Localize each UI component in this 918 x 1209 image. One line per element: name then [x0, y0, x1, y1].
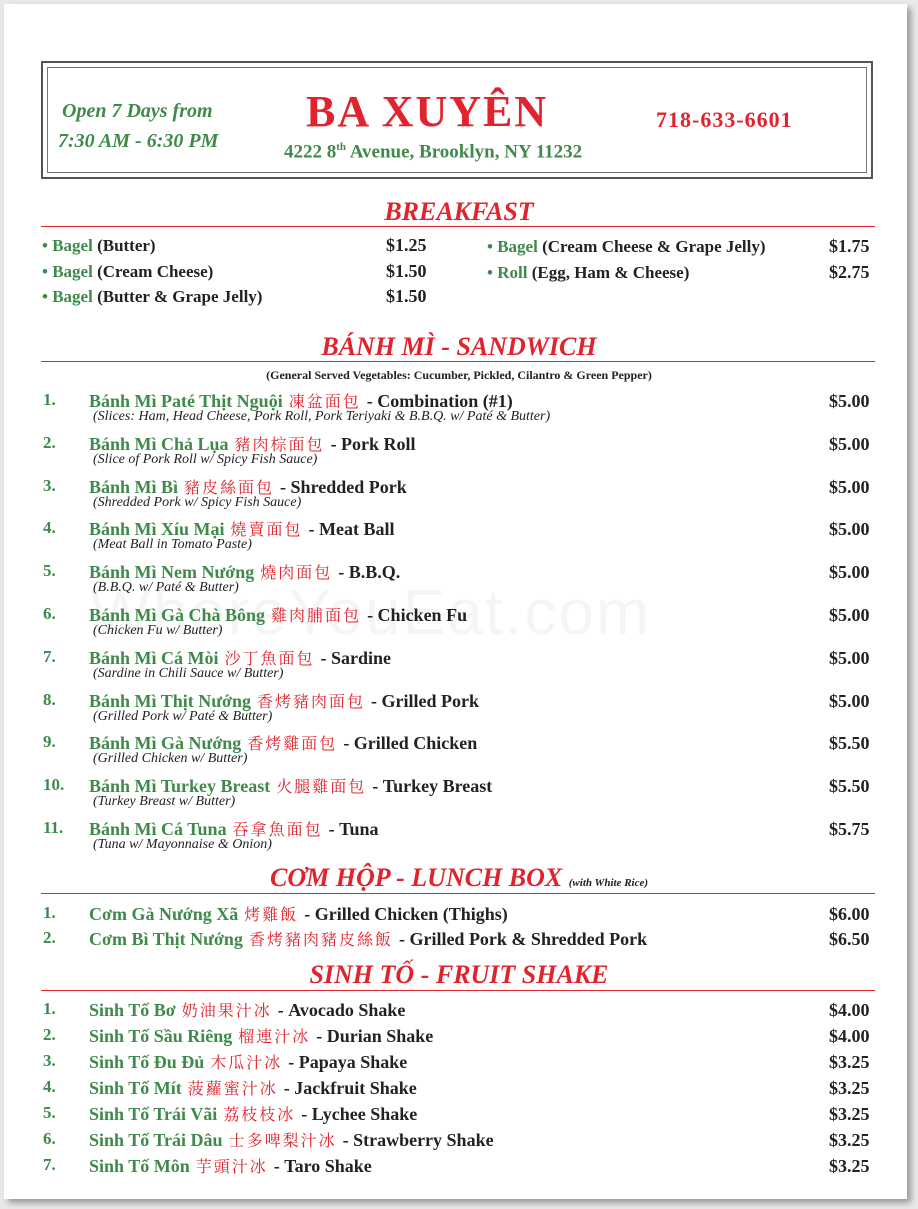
item-chinese-name: 豬皮絲面包: [184, 477, 275, 497]
menu-item: [89, 1050, 407, 1073]
item-detail: (Butter): [92, 236, 156, 255]
item-description: (B.B.Q. w/ Paté & Butter): [93, 580, 239, 596]
item-chinese-name: 榴連汁冰: [238, 1027, 311, 1046]
item-english-name: - Combination (#1): [366, 391, 513, 411]
item-vietnamese-name: Cơm Bì Thịt Nướng: [89, 929, 243, 949]
item-vietnamese-name: Sinh Tố Đu Đủ: [89, 1052, 205, 1072]
item-english-name: - Jackfruit Shake: [283, 1078, 417, 1098]
item-chinese-name: 沙丁魚面包: [224, 648, 315, 668]
breakfast-rule: [41, 226, 875, 227]
item-chinese-name: 凍盆面包: [288, 392, 361, 411]
item-price: $3.25: [829, 1052, 870, 1072]
item-number: 6.: [43, 1129, 56, 1148]
item-number: 3.: [43, 1051, 56, 1070]
menu-item: [89, 1128, 494, 1151]
item-vietnamese-name: Sinh Tố Mít: [89, 1078, 182, 1098]
item-vietnamese-name: Sinh Tố Môn: [89, 1156, 190, 1176]
item-price: $5.75: [829, 819, 870, 839]
item-number: 5.: [43, 1103, 56, 1122]
item-price: $1.50: [386, 286, 427, 306]
bullet: •: [42, 236, 53, 255]
item-price: $3.25: [829, 1156, 870, 1176]
item-english-name: - Grilled Chicken: [343, 733, 478, 754]
item-description: (Sardine in Chili Sauce w/ Butter): [93, 665, 284, 681]
item-vietnamese-name: Sinh Tố Trái Dâu: [89, 1130, 223, 1150]
item-chinese-name: 燒賣面包: [230, 520, 303, 540]
item-price: $5.00: [829, 433, 870, 454]
breakfast-item: [42, 262, 213, 282]
item-number: 10.: [43, 775, 65, 795]
item-chinese-name: 芋頭汁冰: [195, 1157, 268, 1176]
item-price: $5.00: [829, 605, 870, 625]
menu-item: [89, 1154, 372, 1177]
item-name: Bagel: [497, 237, 538, 256]
hours-line-2: 7:30 AM - 6:30 PM: [58, 130, 219, 152]
item-price: $5.00: [829, 476, 870, 497]
item-number: 2.: [43, 928, 56, 947]
item-chinese-name: 豬肉棕面包: [234, 434, 325, 454]
item-name: Bagel: [52, 236, 93, 255]
item-english-name: - Papaya Shake: [288, 1052, 408, 1072]
item-price: $5.00: [829, 562, 870, 583]
item-english-name: - B.B.Q.: [338, 562, 401, 583]
item-english-name: - Lychee Shake: [301, 1104, 418, 1124]
item-vietnamese-name: Bánh Mì Turkey Breast: [89, 776, 271, 797]
item-price: $1.50: [386, 260, 427, 281]
item-number: 11.: [43, 818, 64, 837]
item-vietnamese-name: Bánh Mì Bì: [89, 476, 179, 497]
bullet: •: [487, 262, 498, 282]
item-chinese-name: 雞肉脯面包: [271, 606, 362, 625]
item-vietnamese-name: Bánh Mì Gà Nướng: [89, 733, 242, 754]
item-price: $1.75: [829, 236, 870, 256]
item-price: $3.25: [829, 1104, 870, 1124]
opening-hours: [58, 96, 219, 156]
item-price: $3.25: [829, 1078, 870, 1098]
menu-item: [89, 1102, 417, 1125]
item-chinese-name: 菠蘿蜜汁冰: [187, 1079, 278, 1098]
item-chinese-name: 奶油果汁冰: [181, 1001, 272, 1020]
item-number: 2.: [43, 1025, 56, 1044]
item-description: (Tuna w/ Mayonnaise & Onion): [93, 837, 272, 852]
bullet: •: [42, 261, 53, 281]
item-chinese-name: 吞拿魚面包: [232, 820, 323, 839]
item-description: (Turkey Breast w/ Butter): [93, 794, 236, 810]
item-name: Bagel: [52, 261, 93, 281]
item-description: (Shredded Pork w/ Spicy Fish Sauce): [93, 494, 302, 510]
item-english-name: - Tuna: [328, 819, 379, 839]
breakfast-item: [487, 237, 766, 257]
item-detail: (Cream Cheese & Grape Jelly): [537, 237, 766, 256]
item-description: (Meat Ball in Tomato Paste): [93, 537, 252, 553]
item-english-name: - Chicken Fu: [367, 605, 468, 625]
item-english-name: - Strawberry Shake: [342, 1130, 494, 1150]
item-english-name: - Taro Shake: [273, 1156, 372, 1176]
item-price: $2.75: [829, 261, 870, 282]
item-chinese-name: 香烤雞面包: [247, 734, 338, 754]
menu-item: [89, 927, 647, 950]
item-price: $5.00: [829, 647, 870, 668]
item-number: 2.: [43, 432, 56, 452]
sandwich-heading: BÁNH MÌ - SANDWICH: [321, 332, 597, 361]
item-description: (Chicken Fu w/ Butter): [93, 623, 223, 638]
item-vietnamese-name: Bánh Mì Cá Tuna: [89, 819, 227, 839]
item-number: 3.: [43, 475, 56, 495]
breakfast-item: [42, 287, 262, 307]
item-english-name: - Meat Ball: [308, 519, 395, 540]
item-vietnamese-name: Bánh Mì Xíu Mại: [89, 519, 225, 540]
item-number: 1.: [43, 999, 56, 1018]
item-vietnamese-name: Bánh Mì Chả Lụa: [89, 433, 229, 454]
item-price: $5.50: [829, 733, 870, 754]
item-chinese-name: 香烤豬肉面包: [256, 691, 365, 711]
item-price: $3.25: [829, 1130, 870, 1150]
item-chinese-name: 火腿雞面包: [276, 777, 367, 797]
item-chinese-name: 荔枝枝冰: [223, 1105, 296, 1124]
item-english-name: - Grilled Chicken (Thighs): [304, 904, 508, 924]
menu-item: [89, 1024, 433, 1047]
item-chinese-name: 士多啤梨汁冰: [228, 1131, 337, 1150]
item-english-name: - Grilled Pork & Shredded Pork: [398, 929, 648, 949]
item-vietnamese-name: Bánh Mì Gà Chà Bông: [89, 605, 266, 625]
item-number: 7.: [43, 1155, 56, 1174]
item-detail: (Egg, Ham & Cheese): [527, 262, 690, 282]
item-vietnamese-name: Bánh Mì Thịt Nướng: [89, 690, 251, 711]
menu-item: [89, 1076, 417, 1099]
phone-number: 718-633-6601: [656, 107, 793, 132]
item-number: 5.: [43, 561, 56, 581]
item-price: $6.00: [829, 904, 870, 924]
hours-line-1: Open 7 Days from: [62, 100, 213, 122]
menu-item: [89, 902, 508, 925]
item-number: 4.: [43, 518, 56, 538]
item-description: (Slices: Ham, Head Cheese, Pork Roll, Pork Teriyaki & B.B.Q. w/ Paté & Butter): [93, 409, 551, 424]
item-detail: (Cream Cheese): [92, 261, 214, 281]
item-number: 7.: [43, 646, 56, 666]
item-description: (Grilled Pork w/ Paté & Butter): [93, 708, 273, 724]
item-number: 6.: [43, 604, 56, 623]
item-english-name: - Sardine: [320, 647, 392, 668]
breakfast-item: [487, 263, 689, 283]
item-chinese-name: 烤雞飯: [244, 905, 299, 924]
lunch-heading: CƠM HỘP - LUNCH BOX (with White Rice): [269, 863, 649, 892]
item-chinese-name: 香烤豬肉豬皮絲飯: [248, 930, 393, 949]
item-vietnamese-name: Bánh Mì Nem Nướng: [89, 562, 255, 583]
item-vietnamese-name: Sinh Tố Sầu Riêng: [89, 1026, 233, 1046]
item-vietnamese-name: Sinh Tố Trái Vãi: [89, 1104, 218, 1124]
item-name: Bagel: [52, 287, 93, 306]
item-price: $4.00: [829, 1000, 870, 1020]
item-description: (Grilled Chicken w/ Butter): [93, 751, 248, 767]
item-vietnamese-name: Bánh Mì Cá Mòi: [89, 647, 219, 668]
breakfast-heading: BREAKFAST: [384, 197, 534, 226]
item-english-name: - Pork Roll: [330, 433, 416, 454]
item-price: $5.00: [829, 690, 870, 711]
item-chinese-name: 燒肉面包: [260, 563, 333, 583]
item-price: $1.25: [386, 235, 427, 255]
item-price: $5.00: [829, 519, 870, 540]
sandwich-rule: [41, 361, 875, 362]
restaurant-name: BA XUYÊN: [306, 87, 549, 136]
shake-heading: SINH TỐ - FRUIT SHAKE: [309, 960, 609, 989]
breakfast-item: [42, 236, 156, 256]
item-english-name: - Avocado Shake: [277, 1000, 406, 1020]
item-number: 8.: [43, 689, 56, 709]
item-vietnamese-name: Sinh Tố Bơ: [89, 1000, 176, 1020]
item-name: Roll: [497, 262, 528, 282]
item-vietnamese-name: Bánh Mì Paté Thịt Nguội: [89, 391, 283, 411]
item-vietnamese-name: Cơm Gà Nướng Xã: [89, 904, 239, 924]
item-english-name: - Turkey Breast: [372, 776, 493, 797]
vegetables-note: (General Served Vegetables: Cucumber, Pickled, Cilantro & Green Pepper): [266, 368, 652, 382]
item-description: (Slice of Pork Roll w/ Spicy Fish Sauce): [93, 451, 318, 467]
item-chinese-name: 木瓜汁冰: [210, 1053, 283, 1072]
item-english-name: - Grilled Pork: [371, 690, 479, 711]
item-price: $5.50: [829, 776, 870, 797]
item-english-name: - Shredded Pork: [280, 476, 407, 497]
bullet: •: [42, 287, 53, 306]
item-number: 1.: [43, 903, 56, 922]
lunch-rule: [41, 893, 875, 894]
shake-rule: [41, 990, 875, 991]
item-detail: (Butter & Grape Jelly): [92, 287, 263, 306]
item-number: 4.: [43, 1077, 56, 1096]
item-price: $4.00: [829, 1026, 870, 1046]
item-price: $6.50: [829, 929, 870, 949]
address: 4222 8th Avenue, Brooklyn, NY 11232: [284, 141, 583, 163]
item-number: 9.: [43, 732, 56, 752]
item-number: 1.: [43, 390, 56, 409]
item-price: $5.00: [829, 391, 870, 411]
item-english-name: - Durian Shake: [316, 1026, 434, 1046]
bullet: •: [487, 237, 498, 256]
menu-item: [89, 998, 405, 1021]
